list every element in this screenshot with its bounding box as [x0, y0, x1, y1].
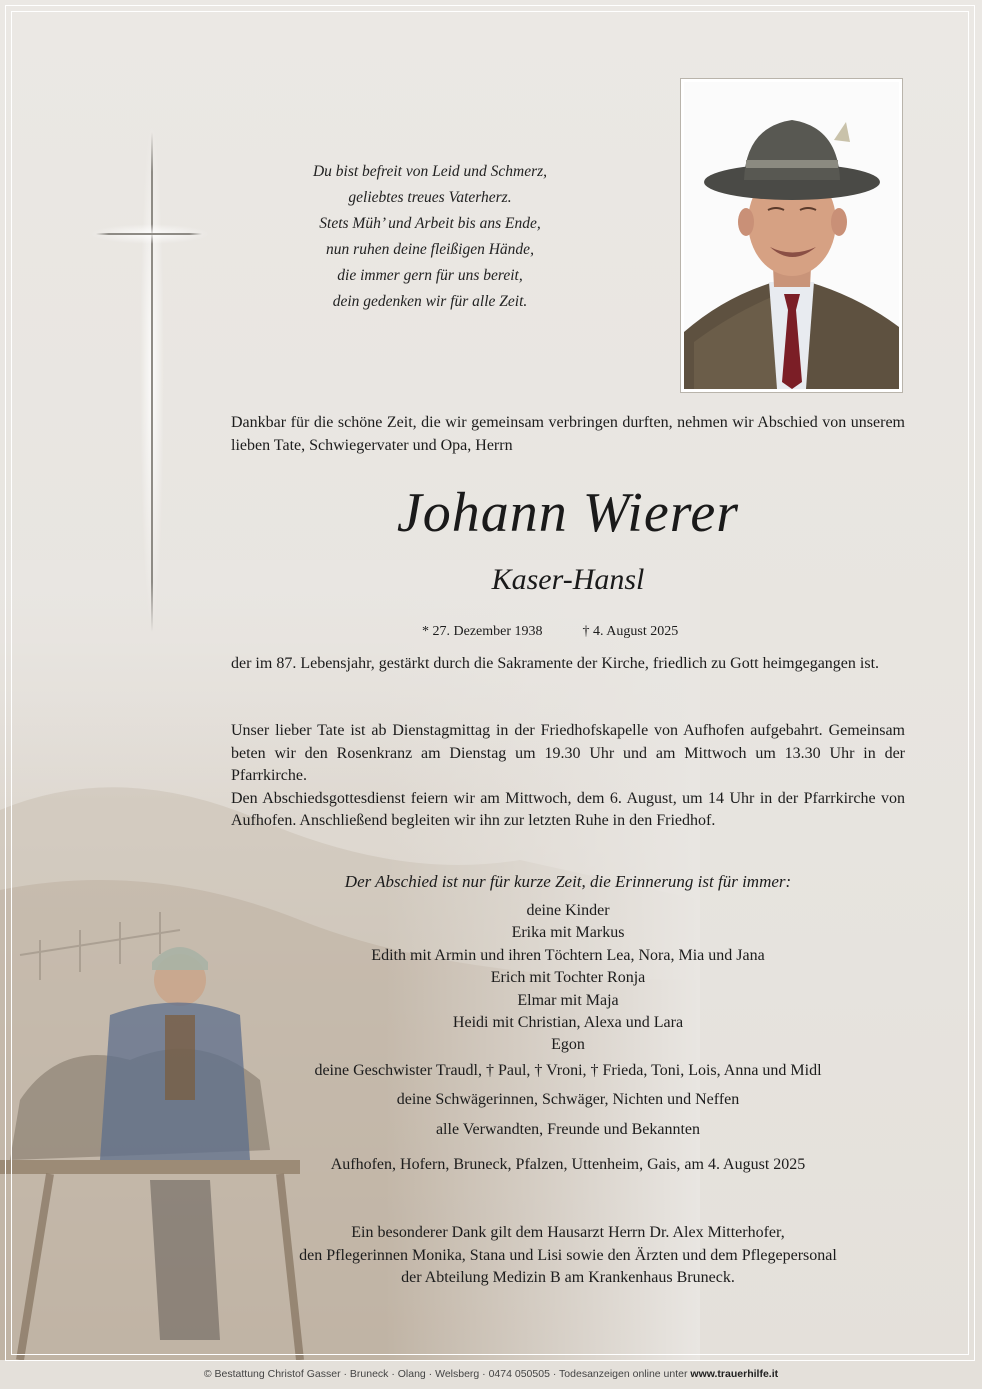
- family-line: Edith mit Armin und ihren Töchtern Lea, Nora, Mia und Jana: [371, 946, 765, 964]
- paragraph-passing: der im 87. Lebensjahr, gestärkt durch die Sakramente der Kirche, friedlich zu Gott heimgegangen ist.: [231, 655, 880, 672]
- thanks-line: Ein besonderer Dank gilt dem Hausarzt Herrn Dr. Alex Mitterhofer,: [351, 1224, 785, 1241]
- family-line: deine Kinder: [526, 902, 610, 919]
- family-line: Elmar mit Maja: [517, 991, 619, 1009]
- footer-text: © Bestattung Christof Gasser · Bruneck · Olang · Welsberg · 0474 050505 · Todesanzeigen online unter: [203, 1368, 691, 1380]
- death-date: † 4. August 2025: [582, 624, 679, 639]
- family-line: Heidi mit Christian, Alexa und Lara: [452, 1014, 684, 1032]
- thanks-line: den Pflegerinnen Monika, Stana und Lisi sowie den Ärzten und dem Pflegepersonal: [299, 1246, 837, 1264]
- paragraph-services: [231, 720, 905, 833]
- poem-line: Stets Müh’ und Arbeit bis ans Ende,: [319, 215, 541, 232]
- siblings-line: deine Geschwister Traudl, † Paul, † Vroni, † Frieda, Toni, Lois, Anna und Midl: [314, 1062, 822, 1079]
- place-date-line: Aufhofen, Hofern, Bruneck, Pfalzen, Uttenheim, Gais, am 4. August 2025: [330, 1156, 806, 1173]
- thanks-line: der Abteilung Medizin B am Krankenhaus Bruneck.: [401, 1269, 735, 1286]
- footer: [0, 1366, 982, 1382]
- family-line: Erich mit Tochter Ronja: [490, 969, 646, 987]
- paragraph-wake: Unser lieber Tate ist ab Dienstagmittag in der Friedhofskapelle von Aufhofen aufgebahrt. Gemeinsam beten wir den Rosenkranz am Dienstag um 19.30 Uhr und am Mittwoch um 13.30 Uhr in der Pfarrkirche.: [231, 722, 905, 784]
- family-line: Erika mit Markus: [511, 924, 625, 942]
- family-line: Egon: [551, 1036, 585, 1054]
- poem-line: geliebtes treues Vaterherz.: [348, 189, 512, 206]
- poem-line: Du bist befreit von Leid und Schmerz,: [312, 163, 548, 180]
- thanks-block: [231, 1222, 905, 1290]
- paragraph-funeral: Den Abschiedsgottesdienst feiern wir am Mittwoch, dem 6. August, um 14 Uhr in der Pfarrkirche von Aufhofen. Anschließend begleiten wir ihn zur letzten Ruhe in den Friedhof.: [231, 789, 905, 829]
- cross-icon: [90, 120, 210, 640]
- poem-line: dein gedenken wir für alle Zeit.: [332, 293, 528, 310]
- poem-line: nun ruhen deine fleißigen Hände,: [326, 241, 534, 258]
- life-dates: [422, 622, 722, 642]
- poem: [280, 159, 580, 315]
- relatives-line: alle Verwandten, Freunde und Bekannten: [435, 1121, 701, 1138]
- in-laws-line: deine Schwägerinnen, Schwäger, Nichten und Neffen: [396, 1091, 740, 1108]
- deceased-name: Johann Wierer: [396, 482, 740, 544]
- intro-text: Dankbar für die schöne Zeit, die wir gemeinsam verbringen durften, nehmen wir Abschied von unserem lieben Tate, Schwiegervater und Opa, Herrn: [231, 414, 905, 454]
- farewell-quote: Der Abschied ist nur für kurze Zeit, die Erinnerung ist für immer:: [344, 872, 792, 891]
- poem-line: die immer gern für uns bereit,: [337, 267, 523, 284]
- footer-website-link[interactable]: www.trauerhilfe.it: [690, 1368, 779, 1380]
- portrait-photo: [680, 78, 903, 393]
- deceased-nickname: Kaser-Hansl: [491, 563, 645, 596]
- birth-date: * 27. Dezember 1938: [422, 624, 543, 639]
- family-list: [231, 900, 905, 1057]
